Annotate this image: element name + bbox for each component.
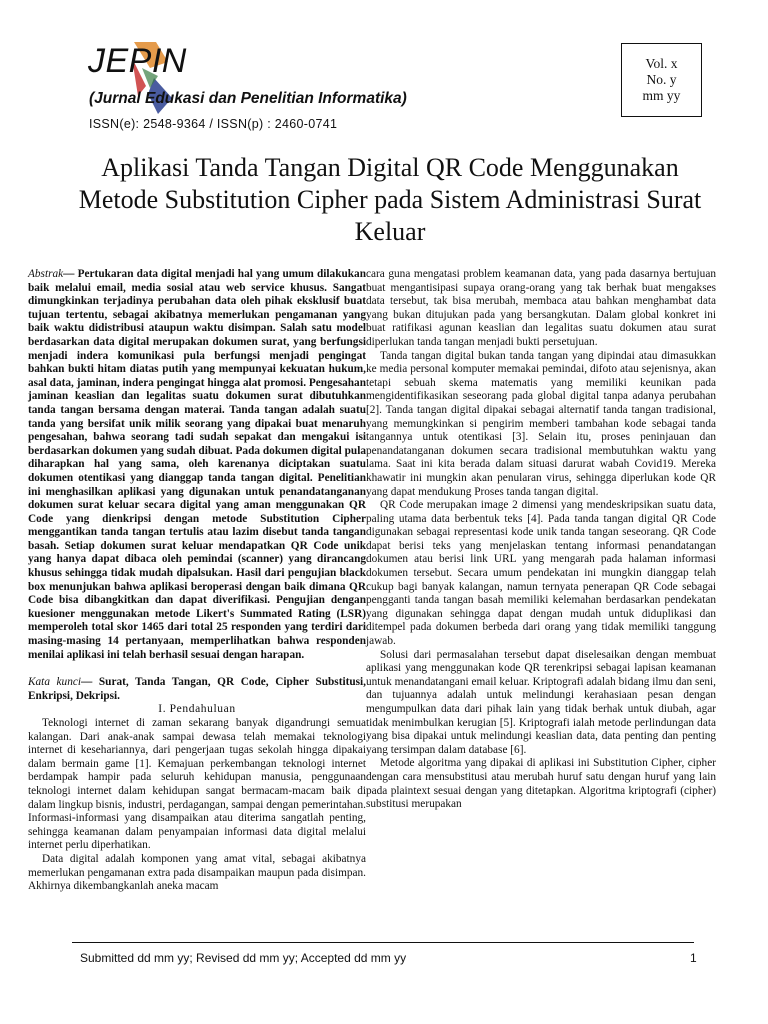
paragraph: Metode algoritma yang dipakai di aplikasi ini Substitution Cipher, cipher dengan cara mensubstitusi atau merubah huruf satu dengan huruf yang lain pada plaintext sesuai dengan yang ditetapkan. Algoritma kriptografi (cipher) substitusi merupakan: [366, 757, 716, 811]
paragraph: Tanda tangan digital bukan tanda tangan yang dipindai atau dimasukkan ke media personal komputer memakai pemindai, difoto atau sejenisnya, akan tetapi sebuah skema matematis yang memiliki keunikan pada mengidentifikasikan seseorang pada global digital tanpa adanya perubahan [2]. Tanda tangan digital dipakai sebagai alternatif tanda tangan tradisional, yang memungkinkan si pengirim memberi tambahan kode sebagai tanda tangannya untuk otentikasi [3]. Selain itu, proses peninjauan dan penandatanganan dokumen secara tradisional membutuhkan waktu yang lama. Saat ini kita berada dalam situasi darurat wabah Covid19. Mereka khawatir ini mungkin akan penularan virus, sehingga diperlukan kode QR yang dapat mendukung Proses tanda tangan digital.: [366, 349, 716, 498]
paragraph: QR Code merupakan image 2 dimensi yang mendeskripsikan suatu data, paling utama data berbentuk teks [4]. Pada tanda tangan digital QR Code digunakan sebagai representasi kode unik tanda tangan seseorang. QR Code dapat berisi teks yang menjelaskan tentang informasi penandatangan dokumen atau berisi link URL yang mengarah pada halaman informasi dokumen tersebut. Secara umum pendekatan ini mungkin dianggap telah cukup bagi banyak kalangan, namun ternyata penerapan QR Code sebagai pengganti tanda tangan basah memiliki kelemahan berdasarkan pendekatan yang digunakan sehingga dapat dengan mudah untuk diduplikasi dan ditempel pada dokumen berbeda dari orang yang tidak memiliki tanggung jawab.: [366, 499, 716, 648]
paragraph: cara guna mengatasi problem keamanan data, yang pada dasarnya bertujuan buat mengantisipasi supaya orang-orang yang tak berhak buat mengakses data tersebut, tak bisa merubah, membaca atau bahkan menghambat data yang bukan ditujukan pada yang bersangkutan. Dalam global konkret ini buat ratifikasi agunan keaslian dan legalitas suatu dokumen atau surat diperlukan tanda tangan menjadi bukti persetujuan.: [366, 268, 716, 348]
keywords-label: Kata kunci: [28, 676, 82, 689]
abstract-label: Abstrak: [28, 268, 64, 280]
keywords: [28, 676, 366, 703]
volume-label: Vol. x: [645, 56, 678, 71]
footer-dates: Submitted dd mm yy; Revised dd mm yy; Accepted dd mm yy: [80, 951, 407, 965]
keywords-text: — Surat, Tanda Tangan, QR Code, Cipher Substitusi, Enkripsi, Dekripsi.: [28, 676, 366, 702]
left-column: [28, 268, 366, 894]
date-label: mm yy: [642, 88, 681, 103]
section-heading: I. Pendahuluan: [158, 703, 236, 716]
volume-box: [621, 43, 702, 117]
paragraph: Data digital adalah komponen yang amat vital, sebagai akibatnya memerlukan pengamanan extra pada disampaikan maupun pada disimpan. Akhirnya dikembangkanlah aneka macam: [28, 852, 366, 893]
journal-name: JEPIN: [88, 42, 187, 80]
abstract: [28, 268, 366, 662]
paragraph: Teknologi internet di zaman sekarang banyak digandrungi semua kalangan. Dari anak-anak sampai dewasa telah memakai teknologi internet di kesehariannya, dari pengerjaan tugas sekolah hingga dipakai dalam bermain game [1]. Kemajuan perkembangan teknologi internet berdampak hampir pada seluruh kehidupan manusia, penggunaan teknologi internet dalam kehidupan sangat bermacam-macam baik di dalam lingkup bisnis, industri, perdagangan, sampai dengan pemerintahan. Informasi-informasi yang disampaikan atau diterima sangatlah penting, sehingga keamanan dalam penyampaian informasi data digital melalui internet perlu diperhatikan.: [28, 717, 366, 852]
number-label: No. y: [646, 72, 677, 87]
paper-title: Aplikasi Tanda Tangan Digital QR Code Menggunakan Metode Substitution Cipher pada Sistem Administrasi Surat Keluar: [78, 153, 702, 246]
page-number: 1: [690, 951, 697, 965]
issn-line: ISSN(e): 2548-9364 / ISSN(p) : 2460-0741: [89, 117, 338, 131]
paragraph: Solusi dari permasalahan tersebut dapat diselesaikan dengan membuat aplikasi yang menggunakan kode QR terenkripsi sebagai lapisan keamanan untuk menandatangani email keluar. Kriptografi adalah bidang ilmu dan seni, dan tujuannya adalah untuk melindungi kerahasiaan pesan dengan mengumpulkan data dari pihak lain yang tidak berhak untuk diubah, agar tidak menimbulkan kerugian [5]. Kriptografi ialah metode perlindungan data yang bisa dipakai untuk melindungi keaslian data, data penting dan penting yang tersimpan dalam database [6].: [366, 648, 716, 756]
abstract-text: — Pertukaran data digital menjadi hal yang umum dilakukan baik melalui email, media sosial atau web service khusus. Sangat dimungkinkan terjadinya perubahan data oleh pihak eksklusif buat tujuan tertentu, sebagai akibatnya memerlukan pengamanan yang baik waktu didistribusi ataupun waktu disimpan. Salah satu model berdasarkan data digital merupakan dokumen surat, yang berfungsi menjadi indera komunikasi pula berfungsi menjadi pengingat bahkan bukti hitam diatas putih yang mempunyai kekuatan hukum, asal data, jaminan, indera pengingat hingga alat promosi. Pengesahan jaminan keaslian dan legalitas suatu dokumen surat dibutuhkan tanda tangan bersama dengan materai. Tanda tangan adalah suatu tanda yang bersifat unik milik seorang yang dipakai buat menaruh pengesahan, bahwa seorang tadi sudah sepakat dan mengakui isi berdasarkan dokumen yang sudah dibuat. Pada dokumen digital pula diharapkan hal yang sama, oleh karenanya diciptakan suatu dokumen otentikasi yang dianggap tanda tangan digital. Penelitian ini menghasilkan aplikasi yang digunakan untuk penandatanganan dokumen surat keluar secara digital yang aman menggunakan QR Code yang dienkripsi dengan metode Substitution Cipher menggantikan tanda tangan tertulis atau lazim disebut tanda tangan basah. Setiap dokumen surat keluar mendapatkan QR Code unik yang hanya dapat dibaca oleh pemindai (scanner) yang dirancang khusus sehingga tidak mudah dipalsukan. Hasil dari pengujian black box menunjukan bahwa aplikasi beroperasi dengan baik dimana QR Code bisa dibangkitkan dan dapat diverifikasi. Pengujian dengan kuesioner menggunakan metode Likert's Summated Rating (LSR) memperoleh total skor 1465 dari total 25 responden yang terdiri dari masing-masing 14 pertanyaan, memperlihatkan bahwa responden menilai aplikasi ini telah berhasil sesuai dengan harapan.: [28, 268, 366, 661]
footer-divider: [72, 942, 694, 943]
journal-full-name: (Jurnal Edukasi dan Penelitian Informatika): [89, 90, 407, 107]
right-column: [366, 268, 716, 812]
